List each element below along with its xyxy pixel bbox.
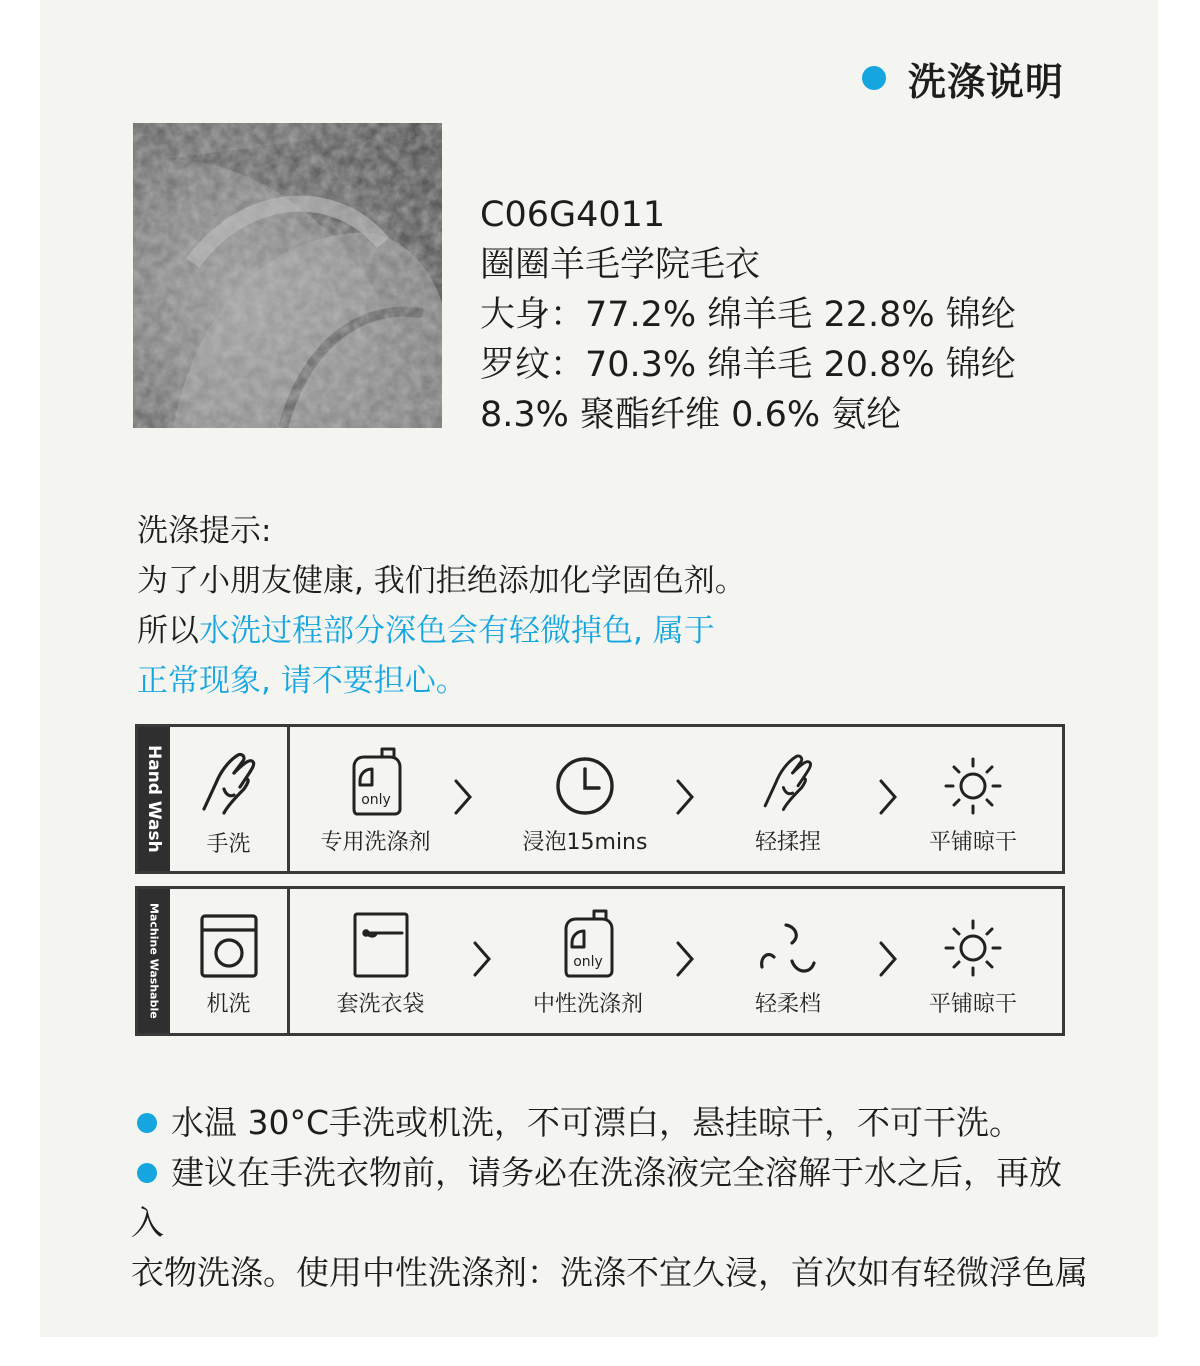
body-composition: 大身：77.2% 绵羊毛 22.8% 锦纶	[480, 295, 1016, 335]
section-title	[862, 50, 1064, 106]
detergent-bottle-icon	[346, 745, 406, 817]
hand-step-label: 平铺晾干	[928, 830, 1017, 855]
hand-wash-mode-step	[170, 749, 287, 858]
note-text: 建议在手洗衣物前，请务必在洗涤液完全溶解于水之后，再放	[171, 1153, 1062, 1192]
gentle-cycle-icon	[756, 921, 820, 979]
title-bullet-dot	[862, 66, 886, 90]
laundry-bag-icon	[352, 911, 410, 979]
hand-step-detergent	[308, 745, 443, 856]
washing-machine-icon	[199, 913, 259, 979]
tips-text: 所以	[137, 613, 199, 649]
machine-step-label: 中性洗涤剂	[532, 992, 643, 1017]
machine-step-gentle	[728, 921, 848, 1018]
machine-step-label: 套洗衣袋	[336, 992, 425, 1017]
clock-icon	[554, 755, 616, 817]
svg-text:only: only	[573, 954, 603, 970]
rib-composition: 罗纹：70.3% 绵羊毛 20.8% 锦纶	[480, 345, 1016, 385]
side-label-text: Hand Wash	[144, 745, 164, 853]
note-bullet-dot	[137, 1163, 157, 1183]
detergent-bottle-icon	[558, 907, 618, 979]
sun-icon	[942, 917, 1004, 979]
note-text: 水温 30°C手洗或机洗，不可漂白，悬挂晾干，不可干洗。	[171, 1103, 1023, 1142]
hand-icon	[194, 749, 264, 819]
chevron-right-icon	[877, 777, 899, 817]
hand-wash-panel	[135, 724, 1065, 874]
machine-step-detergent	[513, 907, 663, 1018]
note-bullet-dot	[137, 1113, 157, 1133]
chevron-right-icon	[452, 777, 474, 817]
machine-step-label: 轻柔档	[754, 992, 821, 1017]
chevron-right-icon	[471, 939, 493, 979]
wool-texture-photo	[133, 123, 442, 428]
tips-highlight: 正常现象, 请不要担心。	[137, 663, 467, 699]
hand-wash-mode-label: 手洗	[206, 832, 251, 857]
chevron-right-icon	[674, 777, 696, 817]
section-title-text: 洗涤说明	[908, 59, 1065, 104]
hand-step-knead	[728, 749, 848, 856]
note-text: 衣物洗涤。使用中性洗涤剂：洗涤不宜久浸，首次如有轻微浮色属	[131, 1253, 1088, 1292]
machine-step-dry	[913, 917, 1033, 1018]
note-text: 入	[131, 1203, 164, 1242]
hand-step-soak	[510, 755, 660, 856]
machine-wash-mode-step	[170, 913, 287, 1018]
hand-step-label: 浸泡15mins	[522, 830, 648, 855]
hand-step-label: 轻揉捏	[754, 830, 821, 855]
rib-composition-continued: 8.3% 聚酯纤维 0.6% 氨纶	[480, 395, 902, 435]
hand-step-dry	[913, 755, 1033, 856]
chevron-right-icon	[877, 939, 899, 979]
hand-step-label: 专用洗涤剂	[320, 830, 431, 855]
product-code: C06G4011	[480, 195, 666, 235]
product-spec	[480, 190, 1016, 440]
hand-icon	[756, 749, 820, 817]
machine-step-bag	[313, 911, 448, 1018]
tips-line: 为了小朋友健康, 我们拒绝添加化学固色剂。	[137, 563, 746, 599]
tips-line	[137, 606, 746, 656]
hand-wash-mode	[170, 727, 290, 871]
note-item	[131, 1148, 1131, 1198]
tips-heading: 洗涤提示:	[137, 513, 272, 549]
side-label-text: Machine Washable	[147, 903, 161, 1019]
machine-step-label: 平铺晾干	[928, 992, 1017, 1017]
svg-text:only: only	[360, 792, 391, 808]
note-item	[131, 1098, 1131, 1148]
machine-wash-mode-label: 机洗	[206, 992, 251, 1017]
hand-wash-side-label	[138, 727, 170, 871]
machine-wash-panel	[135, 886, 1065, 1036]
product-name: 圈圈羊毛学院毛衣	[480, 245, 761, 285]
chevron-right-icon	[674, 939, 696, 979]
care-notes	[131, 1098, 1131, 1298]
washing-tips	[137, 506, 746, 706]
machine-wash-mode	[170, 889, 290, 1033]
sun-icon	[942, 755, 1004, 817]
tips-highlight: 水洗过程部分深色会有轻微掉色, 属于	[199, 613, 715, 649]
machine-wash-side-label	[138, 889, 170, 1033]
